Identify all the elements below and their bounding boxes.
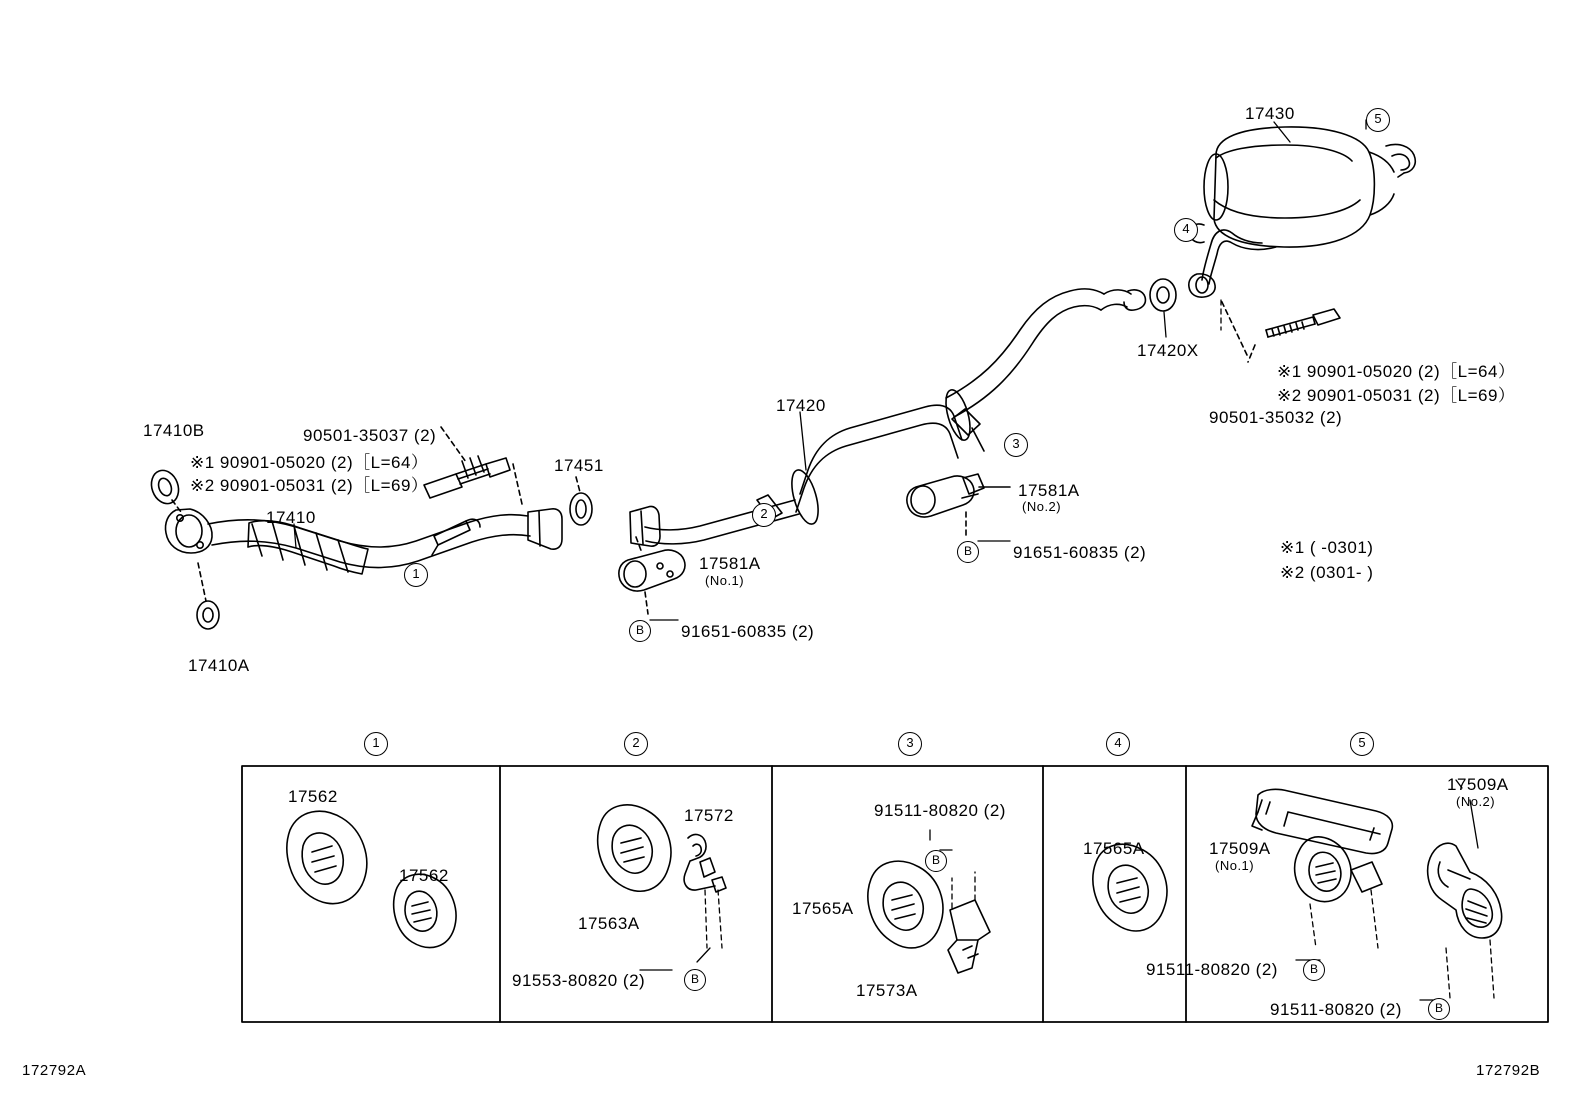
label-17581a-no1-sub: (No.1) [705, 573, 745, 588]
note-1: ※1 ( -0301) [1280, 538, 1374, 557]
label-17430: 17430 [1245, 104, 1295, 123]
hanger-17581a-no2 [907, 474, 1010, 536]
panel-number-2[interactable]: 2 [624, 732, 648, 756]
bolt-marker-b-panel5-a: B [1303, 959, 1325, 981]
label-17410b: 17410B [143, 421, 205, 440]
gasket-17410b [147, 467, 183, 512]
leader-lines-main [294, 120, 1366, 620]
label-17509a-no2-sub: (No.2) [1456, 794, 1496, 809]
label-90901-05020-left: ※1 90901-05020 (2)［L=64） [190, 453, 429, 472]
label-90901-05031-left: ※2 90901-05031 (2)［L=69） [190, 476, 429, 495]
hanger-17581a-no1 [619, 537, 685, 614]
callout-5[interactable]: 5 [1366, 108, 1390, 132]
bolt-set-right [1221, 300, 1340, 362]
note-2: ※2 (0301- ) [1280, 563, 1374, 582]
label-90501-35037: 90501-35037 (2) [303, 426, 437, 445]
label-91651-60835-a: 91651-60835 (2) [681, 622, 815, 641]
label-17451: 17451 [554, 456, 604, 475]
bolt-marker-b-panel5-b: B [1428, 998, 1450, 1020]
gasket-17410a [197, 563, 219, 629]
gasket-17451 [570, 477, 592, 525]
panel-number-5[interactable]: 5 [1350, 732, 1374, 756]
label-17581a-no2-sub: (No.2) [1022, 499, 1062, 514]
center-pipe-17420 [630, 289, 1145, 546]
callout-2[interactable]: 2 [752, 503, 776, 527]
bolt-marker-b-panel2: B [684, 969, 706, 991]
label-17420x: 17420X [1137, 341, 1199, 360]
label-90901-05031-right: ※2 90901-05031 (2)［L=69） [1277, 386, 1516, 405]
callout-4[interactable]: 4 [1174, 218, 1198, 242]
label-17410a: 17410A [188, 656, 250, 675]
label-17562-b: 17562 [399, 866, 449, 885]
label-17562-a: 17562 [288, 787, 338, 806]
panel-number-3[interactable]: 3 [898, 732, 922, 756]
label-91553-80820: 91553-80820 (2) [512, 971, 646, 990]
muffler-17430 [1189, 127, 1415, 297]
callout-3[interactable]: 3 [1004, 433, 1028, 457]
panel5-parts [1252, 780, 1502, 1000]
panel2-parts [598, 805, 726, 970]
label-17572: 17572 [684, 806, 734, 825]
corner-code-left: 172792A [22, 1062, 87, 1079]
label-17509a-no2: 17509A [1447, 775, 1509, 794]
label-91511-80820-panel3: 91511-80820 (2) [874, 801, 1006, 820]
label-17565a-panel3: 17565A [792, 899, 854, 918]
label-17509a-no1: 17509A [1209, 839, 1271, 858]
bolt-marker-b-1: B [629, 620, 651, 642]
label-91651-60835-b: 91651-60835 (2) [1013, 543, 1147, 562]
label-17581a-no1: 17581A [699, 554, 761, 573]
panel-number-1[interactable]: 1 [364, 732, 388, 756]
label-17420: 17420 [776, 396, 826, 415]
label-17565a-panel4: 17565A [1083, 839, 1145, 858]
label-90501-35032: 90501-35032 (2) [1209, 408, 1343, 427]
label-90901-05020-right: ※1 90901-05020 (2)［L=64） [1277, 362, 1516, 381]
panel-number-4[interactable]: 4 [1106, 732, 1130, 756]
label-17410: 17410 [266, 508, 316, 527]
gasket-17420x [1150, 279, 1176, 311]
label-17581a-no2: 17581A [1018, 481, 1080, 500]
label-17563a: 17563A [578, 914, 640, 933]
bolt-marker-b-panel3: B [925, 850, 947, 872]
label-17573a: 17573A [856, 981, 918, 1000]
corner-code-right: 172792B [1476, 1062, 1541, 1079]
label-91511-80820-panel5-b: 91511-80820 (2) [1270, 1000, 1402, 1019]
label-91511-80820-panel5-a: 91511-80820 (2) [1146, 960, 1278, 979]
callout-1[interactable]: 1 [404, 563, 428, 587]
label-17509a-no1-sub: (No.1) [1215, 858, 1255, 873]
bolt-marker-b-2: B [957, 541, 979, 563]
